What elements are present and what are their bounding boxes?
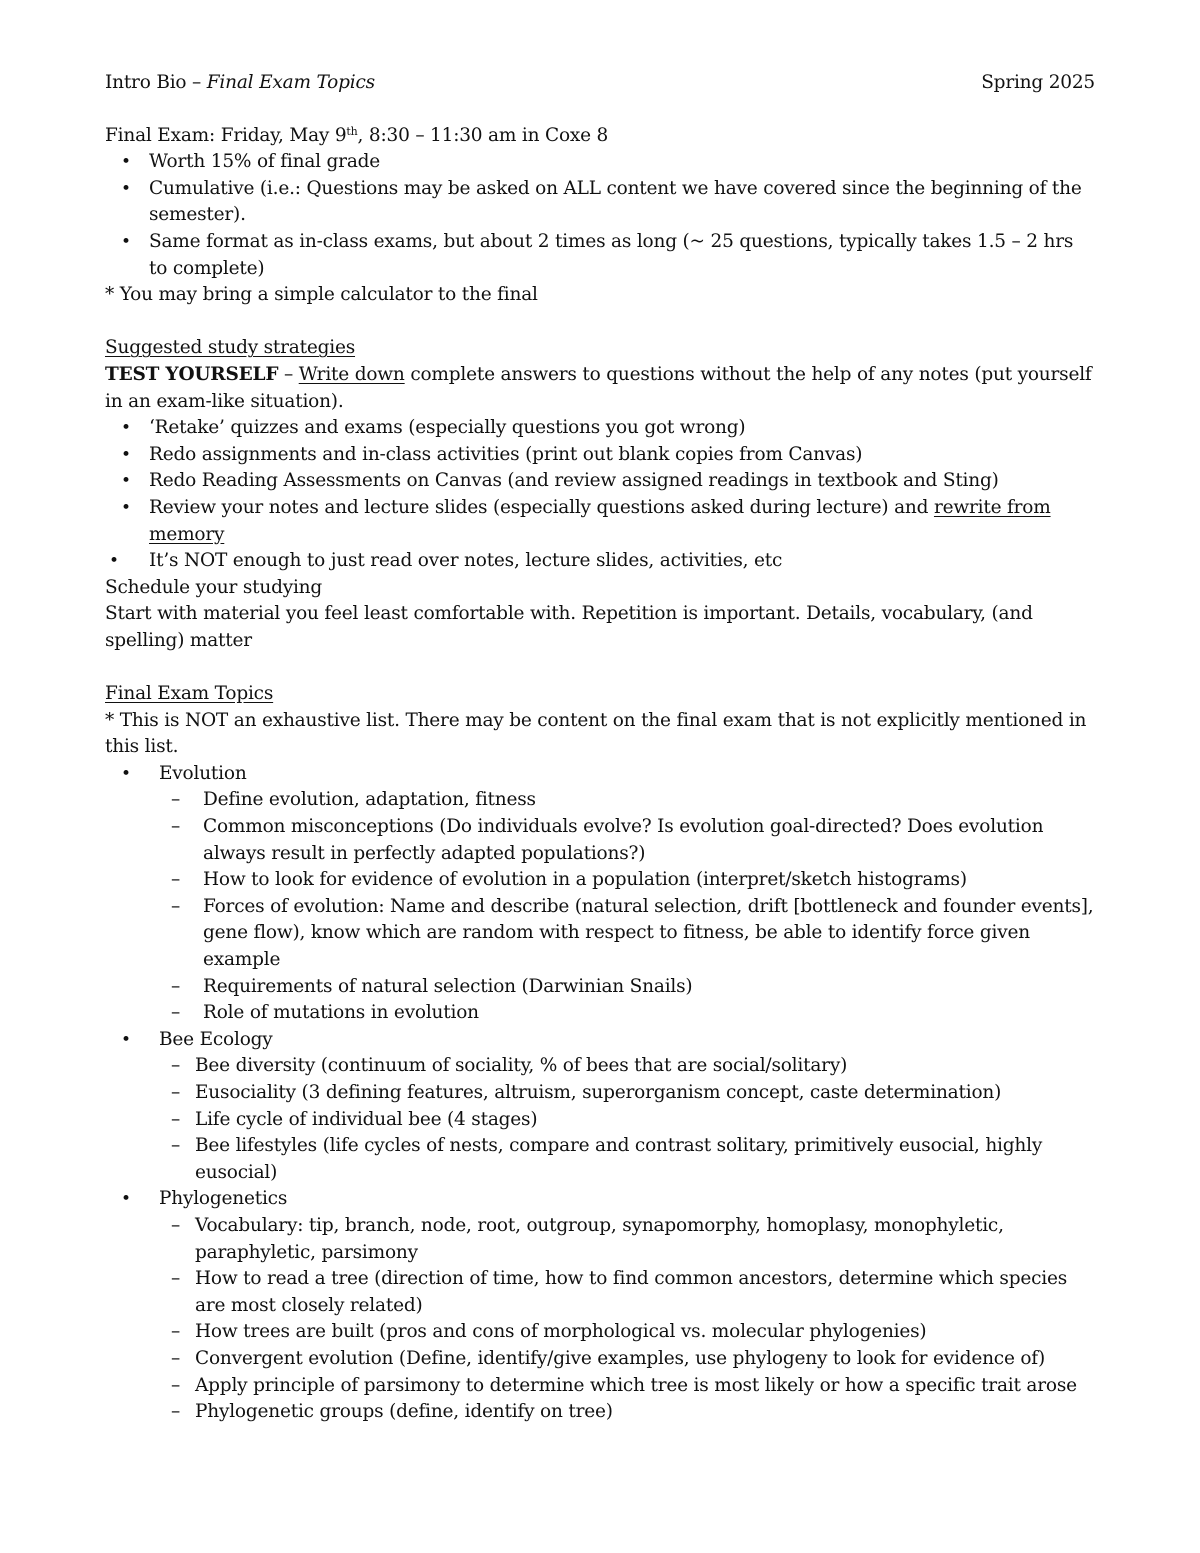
list-item: • Same format as in-class exams, but about 2 times as long (~ 25 questions, typically takes 1.5 – 2 hrs to complete) xyxy=(105,229,1095,282)
list-item: – Vocabulary: tip, branch, node, root, outgroup, synapomorphy, homoplasy, monophyletic, paraphyletic, parsimony xyxy=(105,1213,1095,1266)
topic-phylogenetics: • Phylogenetics – Vocabulary: tip, branch, node, root, outgroup, synapomorphy, homoplasy, monophyletic, paraphyletic, parsimony – How to read a tree (direction of time, how to find common ancestors, determine which species are most closely related) – How trees are built (pros and cons of morphological vs. molecular phylogenies) – Convergent evolution (Define, identify/give examples, use phylogeny to look for evidence of) – Apply principle of parsimony to determine which tree is most likely or how a specific trait arose – Phylogenetic groups (define, identify on tree) xyxy=(105,1186,1095,1425)
exam-bullets xyxy=(105,149,1095,282)
list-item: • ‘Retake’ quizzes and exams (especially questions you got wrong) xyxy=(105,415,1095,442)
topic-evolution: • Evolution – Define evolution, adaptation, fitness – Common misconceptions (Do individuals evolve? Is evolution goal-directed? Does evolution always result in perfectly adapted populations?) – How to look for evidence of evolution in a population (interpret/sketch histograms) – Forces of evolution: Name and describe (natural selection, drift [bottleneck and founder events], gene flow), know which are random with respect to fitness, be able to identify force given example – Requirements of natural selection (Darwinian Snails) – Role of mutations in evolution xyxy=(105,761,1095,1027)
evolution-subitems xyxy=(105,787,1095,1026)
list-item: – Requirements of natural selection (Darwinian Snails) xyxy=(105,974,1095,1001)
list-item: • Cumulative (i.e.: Questions may be asked on ALL content we have covered since the beginning of the semester). xyxy=(105,176,1095,229)
study-bullets xyxy=(105,415,1095,548)
list-item: – Common misconceptions (Do individuals evolve? Is evolution goal-directed? Does evolution always result in perfectly adapted populations?) xyxy=(105,814,1095,867)
topics-note: * This is NOT an exhaustive list. There may be content on the final exam that is not explicitly mentioned in this list. xyxy=(105,709,1087,758)
list-item: • Review your notes and lecture slides (especially questions asked during lecture) and rewrite from memory xyxy=(105,495,1095,548)
header-course: Intro Bio – Final Exam Topics xyxy=(105,72,375,93)
list-item: • It’s NOT enough to just read over notes, lecture slides, activities, etc xyxy=(93,548,1095,575)
list-item: – Apply principle of parsimony to determine which tree is most likely or how a specific trait arose xyxy=(105,1373,1095,1400)
list-item: – Life cycle of individual bee (4 stages) xyxy=(105,1107,1095,1134)
topic-sections xyxy=(105,761,1095,1426)
header-term: Spring 2025 xyxy=(981,72,1095,93)
bee-ecology-subitems xyxy=(105,1053,1095,1186)
list-item: – Forces of evolution: Name and describe (natural selection, drift [bottleneck and founder events], gene flow), know which are random with respect to fitness, be able to identify force given example xyxy=(105,894,1095,974)
list-item: • Worth 15% of final grade xyxy=(105,149,1095,176)
study-heading: Suggested study strategies xyxy=(105,337,356,359)
list-item: – Eusociality (3 defining features, altruism, superorganism concept, caste determination) xyxy=(105,1080,1095,1107)
list-item: – How to read a tree (direction of time, how to find common ancestors, determine which species are most closely related) xyxy=(105,1266,1095,1319)
list-item: – Define evolution, adaptation, fitness xyxy=(105,787,1095,814)
list-item: – How trees are built (pros and cons of morphological vs. molecular phylogenies) xyxy=(105,1319,1095,1346)
study-bullet-last xyxy=(93,548,1095,575)
exam-line: Final Exam: Friday, May 9th, 8:30 – 11:30 am in Coxe 8 xyxy=(105,124,609,146)
schedule-line: Schedule your studying xyxy=(105,576,323,598)
list-item: – Bee diversity (continuum of sociality, % of bees that are social/solitary) xyxy=(105,1053,1095,1080)
list-item: • Redo Reading Assessments on Canvas (and review assigned readings in textbook and Sting) xyxy=(105,468,1095,495)
list-item: – Role of mutations in evolution xyxy=(105,1000,1095,1027)
topics-heading: Final Exam Topics xyxy=(105,683,274,705)
page-header xyxy=(105,70,1095,97)
list-item: – Convergent evolution (Define, identify/give examples, use phylogeny to look for evidence of) xyxy=(105,1346,1095,1373)
calculator-note: * You may bring a simple calculator to the final xyxy=(105,284,538,306)
phylogenetics-subitems xyxy=(105,1213,1095,1426)
topic-bee-ecology: • Bee Ecology – Bee diversity (continuum of sociality, % of bees that are social/solitary) – Eusociality (3 defining features, altruism, superorganism concept, caste determination) – Life cycle of individual bee (4 stages) – Bee lifestyles (life cycles of nests, compare and contrast solitary, primitively eusocial, highly eusocial) xyxy=(105,1027,1095,1187)
list-item: – Phylogenetic groups (define, identify on tree) xyxy=(105,1399,1095,1426)
header-doc-title: Final Exam Topics xyxy=(206,72,375,93)
test-yourself: TEST YOURSELF – Write down complete answers to questions without the help of any notes (put yourself in an exam-like situation). xyxy=(105,363,1092,412)
document-page xyxy=(105,70,1095,1426)
list-item: • Redo assignments and in-class activities (print out blank copies from Canvas) xyxy=(105,442,1095,469)
list-item: – How to look for evidence of evolution in a population (interpret/sketch histograms) xyxy=(105,867,1095,894)
list-item: – Bee lifestyles (life cycles of nests, compare and contrast solitary, primitively eusocial, highly eusocial) xyxy=(105,1133,1095,1186)
start-line: Start with material you feel least comfortable with. Repetition is important. Details, vocabulary, (and spelling) matter xyxy=(105,603,1033,651)
